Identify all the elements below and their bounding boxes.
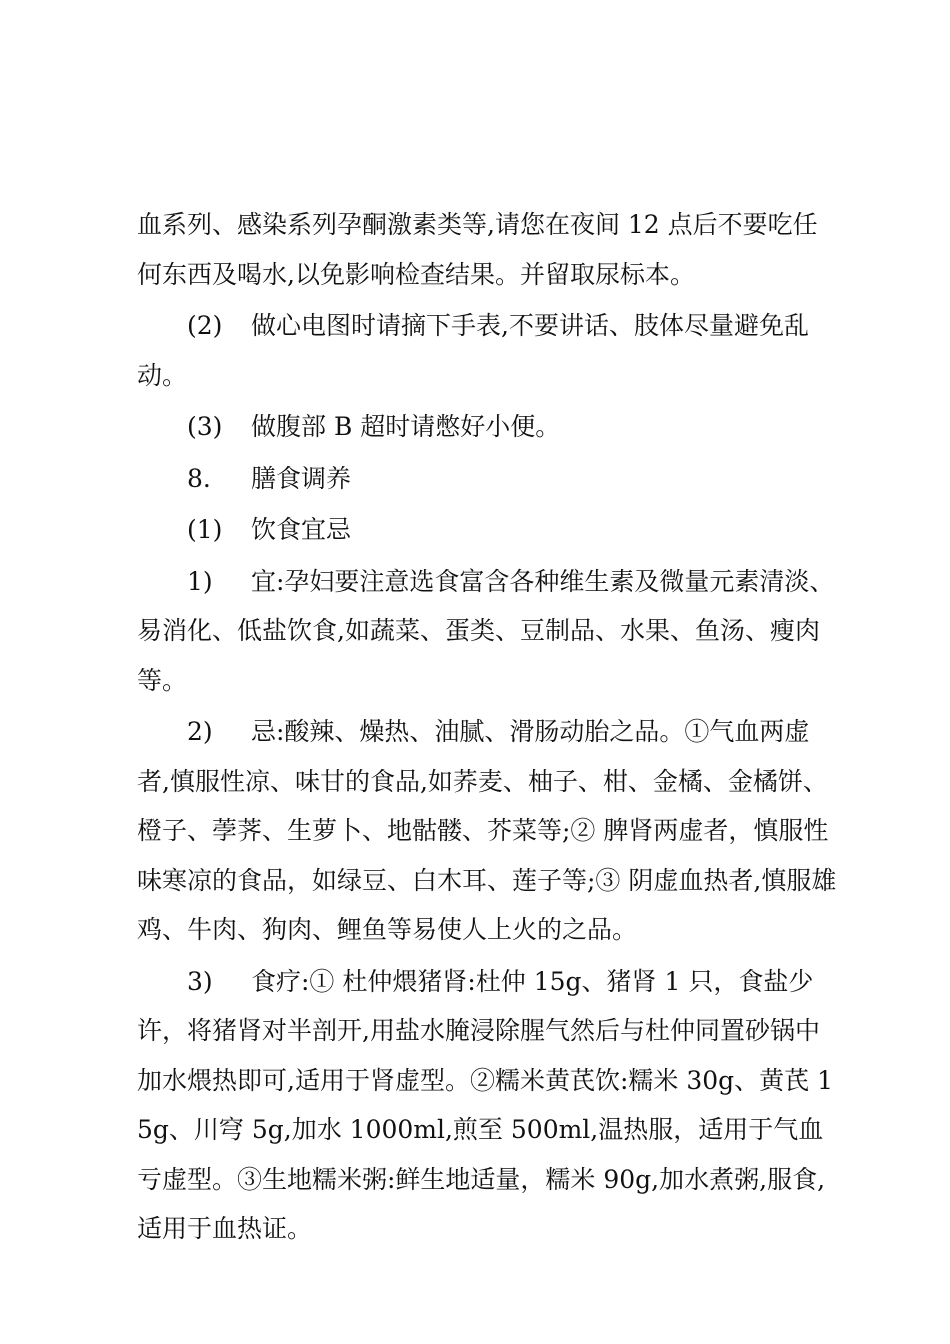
paragraph-text: 食疗:① 杜仲煨猪肾:杜仲 15g、猪肾 1 只，食盐少许，将猪肾对半剖开,用盐水腌浸除腥气然后与杜仲同置砂锅中加水煨热即可,适用于肾虚型。②糯米黄芪饮:糯米 30g、黄芪 15g、川穹 5g,加水 1000ml,煎至 500ml,温热服，适用于气血亏虚型。③生地糯米粥:鲜生地适量，糯米 90g,加水煮粥,服食,适用于血热证。 bbox=[137, 966, 833, 1243]
paragraph-text: 血系列、感染系列孕酮激素类等,请您在夜间 12 点后不要吃任何东西及喝水,以免影响检查结果。并留取尿标本。 bbox=[137, 210, 818, 289]
section-number: 8. bbox=[187, 463, 211, 493]
paragraph-continuation bbox=[137, 200, 837, 299]
paragraph-text: 忌:酸辣、燥热、油腻、滑肠动胎之品。①气血两虚者,慎服性凉、味甘的食品,如荞麦、柚子、柑、金橘、金橘饼、橙子、荸荠、生萝卜、地骷髅、芥菜等;② 脾肾两虚者，慎服性味寒凉的食品，如绿豆、白木耳、莲子等;③ 阴虚血热者,慎服雄鸡、牛肉、狗肉、鲤鱼等易使人上火的之品。 bbox=[137, 717, 837, 944]
item-number: 3) bbox=[187, 966, 213, 996]
section-heading-diet bbox=[137, 454, 837, 504]
subheading-title: 饮食宜忌 bbox=[251, 515, 352, 544]
subheading-diet-dos-donts bbox=[137, 505, 837, 555]
paragraph-text: 宜:孕妇要注意选食富含各种维生素及微量元素清淡、易消化、低盐饮食,如蔬菜、蛋类、豆制品、水果、鱼汤、瘦肉等。 bbox=[137, 566, 835, 695]
item-number: (3) bbox=[187, 412, 223, 441]
paragraph-avoid bbox=[137, 707, 837, 955]
paragraph-text: 做心电图时请摘下手表,不要讲话、肢体尽量避免乱动。 bbox=[137, 311, 809, 390]
document-body bbox=[137, 200, 837, 1254]
item-number: (2) bbox=[187, 311, 223, 340]
item-number: (1) bbox=[187, 515, 223, 544]
section-title: 膳食调养 bbox=[251, 463, 352, 493]
paragraph-diet-therapy bbox=[137, 957, 837, 1254]
paragraph-recommended bbox=[137, 557, 837, 706]
item-number: 2) bbox=[187, 717, 213, 746]
paragraph-text: 做腹部 B 超时请憋好小便。 bbox=[251, 412, 561, 441]
paragraph-ultrasound-note bbox=[137, 402, 837, 452]
paragraph-ecg-note bbox=[137, 301, 837, 400]
item-number: 1) bbox=[187, 566, 213, 596]
